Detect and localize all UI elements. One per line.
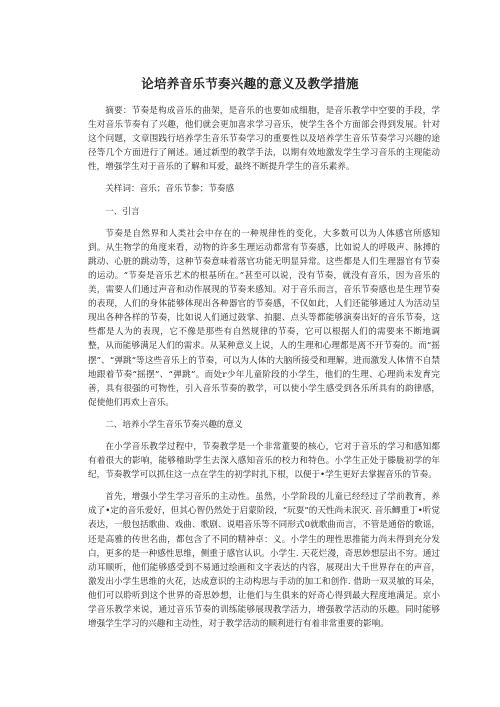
paper-body <box>88 104 440 631</box>
section-2-paragraph-1: 在小学音乐教学过程中，节奏教学是一个非常董要的核心，它对于音乐的学习和感知都有着很大的影响，能够稽助学生去深入感知音乐的校力和特色。小学生正处于滕胧初学的年纪，节奏教学可以抓住这一点在学生的初学时扎下根，以便于•学生更好去掌握音乐的节奏。 <box>88 441 440 481</box>
paper-title: 论培养音乐节奏兴趣的意义及教学措施 <box>141 76 359 91</box>
section-1-paragraph: 节奏是自然界和人类社会中存在的一种规律性的变化，大多数可以为人体感官所感知到。从生物学的角度来看，动物的许多生理运动都常有节奏感，比如说人的呼吸声、脉搏的跳动、心脏的跳动等，这种节奏意味着落官功能无明显异常。这些都是人们生理器官有节奏的运动。“节奏是音乐艺术的根基所在。”甚至可以说，没有节奏，就没有音乐，因为音乐的美，需要人们通过声音和动作展现的节奏来感知。对于音乐而言，音乐节奏感也是生理节奏的表现，人们的身体能够体现出各种器官的节奏感，不仅如此，人们还能够通过人为活动呈现出各种各样的节奏，比如说人们通过鼓掌、拍腿、点头等都能够演奏出好的音乐节奏，这些都是人为的表现，它不像是那些有自然规律的节奏，它可以根据人们的需要来不断地调整，从而能够满足人们的需求。从某种意义上说，人的生理和心理都是离不开节奏的。而“摇摆”、“弹跳”等这些音乐上的节奏，可以为人体的大脑所接受和理解，进而激发人体情不自禁地跟着节奏“摇摆”、“弹跳”。而处r少年儿童阶段的小学生，他们的生理、心理尚未发育完善，具有很强的可物性，引入音乐节奏的教学，可以使小学生感受到各乐所具有的韵律感，促使他们再欢上音乐。 <box>88 228 440 408</box>
section-heading-1: 一、引言 <box>105 206 140 217</box>
section-2-paragraph-2: 首先，增强小学生学习音乐的主动性。虽然，小学阶段的儿童已经经过了学前教育，养成了•定的音乐爱好，但其心智仍然处于启蒙阶段，“玩耍”的天性尚未泯灭. 音乐鲫重丁•听觉表达，一般包括歌曲、戏曲、歌剧、说唱音乐等不同形式0就歌曲而言，不管是通俗的歌谣，还是高雅的传世名曲，都包含了不同的精神卓：义。小学生的理性思推能力尚未得到充分发白，更多的是一种感性思维，侧重于感官认识。小学生. 天花烂漫，奇思妙想层出不穷。通过动耳顺听，他们能够感受到不易通过绘画和文字表达的内容，展现出大千世界存在的声音，激发出小学生思维的火花，达成意识的主动构思与手动的加工和创作. 借助一双灵敏的耳朵，他们可以聆听到这个世界的奇思妙想，让他们与生俱来的好奇心得到最大程度地满足。京小学音乐教学来说，通过音乐节奏的训练能够展现教学活力，增强教学活动的乐趣。同时能够增强学生学习的兴趣和主动性，对于教学活动的顺利进行有着非常重要的影响。 <box>88 492 440 630</box>
keywords-line: 关样词：音乐；音乐节参；节奏感 <box>105 184 235 195</box>
section-heading-2: 二、培养小学生音乐节奏兴趣的意义 <box>105 419 243 430</box>
abstract-paragraph: 摘要：节奏是构成音乐的曲架，是音乐的也要如成细胞，是音乐教学中空要的手段，学生对音乐节奏有了兴趣，他们就会更加喜求学习音乐，使学生各个方面部会得到发展。针对这个问题，文章围践行培养学生音乐节奏学习的重要性以及培养学生音乐节奏学习兴趣的途径等几个方面进行了阐述。通过新型的教学手法，以期有效地激发学生学习音乐的主现能动性，增强学生对于音乐的了解和耳爱，最终不断提升学生的音乐素养。 <box>88 106 440 173</box>
